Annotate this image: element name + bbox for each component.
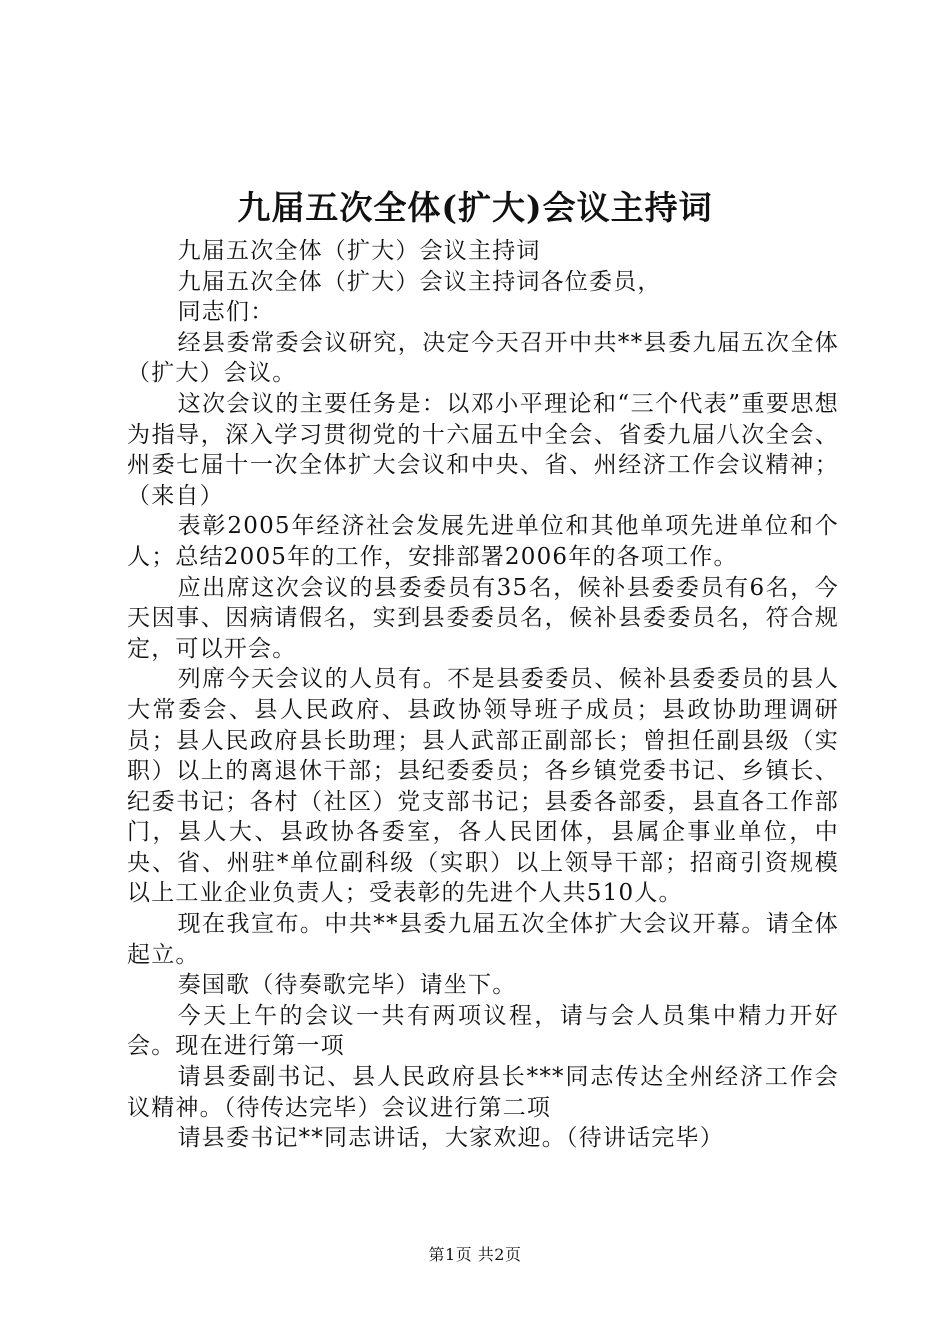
paragraph: 经县委常委会议研究，决定今天召开中共**县委九届五次全体（扩大）会议。	[127, 329, 839, 387]
paragraph: 列席今天会议的人员有。不是县委委员、候补县委委员的县人大常委会、县人民政府、县政协领导班子成员；县政协助理调研员；县人民政府县长助理；县人武部正副部长；曾担任副县级（实职）以上的离退休干部；县纪委委员；各乡镇党委书记、乡镇长、纪委书记；各村（社区）党支部书记；县委各部委，县直各工作部门，县人大、县政协各委室，各人民团体，县属企事业单位，中央、省、州驻*单位副科级（实职）以上领导干部；招商引资规模以上工业企业负责人；受表彰的先进个人共510人。	[127, 666, 839, 907]
paragraph: 请县委书记**同志讲话，大家欢迎。（待讲话完毕）	[177, 1125, 724, 1152]
page-footer: 第1页 共2页	[428, 1245, 522, 1264]
paragraph: 九届五次全体（扩大）会议主持词各位委员，	[177, 268, 662, 295]
paragraph: 今天上午的会议一共有两项议程，请与会人员集中精力开好会。现在进行第一项	[127, 1002, 839, 1060]
paragraph: 九届五次全体（扩大）会议主持词	[177, 238, 541, 264]
paragraph: 请县委副书记、县人民政府县长***同志传达全州经济工作会议精神。（待传达完毕）会议进行第二项	[127, 1064, 839, 1121]
paragraph: 表彰2005年经济社会发展先进单位和其他单项先进单位和个人；总结2005年的工作，安排部署2006年的各项工作。	[127, 513, 839, 570]
paragraph: 应出席这次会议的县委委员有35名，候补县委委员有6名，今天因事、因病请假名，实到县委委员名，候补县委委员名，符合规定，可以开会。	[127, 574, 839, 662]
document-title: 九届五次全体(扩大)会议主持词	[237, 188, 713, 227]
paragraph: 同志们：	[177, 299, 275, 326]
paragraph: 奏国歌（待奏歌完毕）请坐下。	[177, 972, 517, 999]
paragraph: 现在我宣布。中共**县委九届五次全体扩大会议开幕。请全体起立。	[127, 911, 839, 968]
document-body	[127, 236, 839, 1154]
paragraph: 这次会议的主要任务是：以邓小平理论和“三个代表”重要思想为指导，深入学习贯彻党的十六届五中全会、省委九届八次全会、州委七届十一次全体扩大会议和中央、省、州经济工作会议精神；（来自）	[127, 390, 839, 509]
